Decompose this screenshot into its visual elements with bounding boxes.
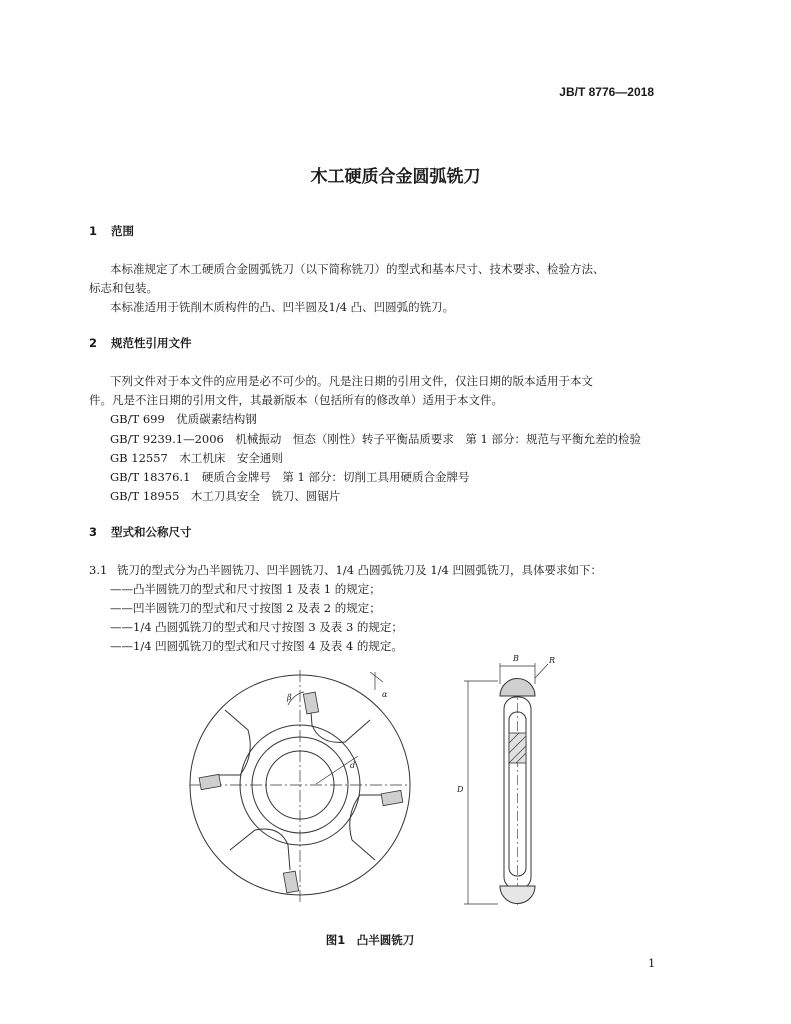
section-3-heading	[89, 524, 192, 540]
carbide-tip-right	[381, 790, 403, 805]
clause-3-1	[89, 561, 602, 580]
section-number: 1	[89, 224, 98, 238]
cutter-front-view-drawing	[185, 660, 430, 915]
beta-label: β	[287, 693, 292, 702]
gullet-top	[310, 700, 370, 742]
outer-diameter-label: D	[457, 785, 464, 794]
section-1-heading	[89, 223, 134, 239]
page-number: 1	[648, 956, 656, 970]
gullet-right	[350, 795, 385, 860]
scope-paragraph-line: 标志和包装。	[89, 281, 158, 295]
gullet-left	[215, 710, 250, 775]
reference-item: GB/T 18376.1 硬质合金牌号 第 1 部分：切削工具用硬质合金牌号	[110, 470, 470, 484]
figure-caption: 图1 凸半圆铣刀	[325, 933, 415, 947]
semicircle-cutting-edge-bottom	[500, 886, 535, 904]
section-title: 型式和公称尺寸	[111, 525, 192, 539]
clause-number: 3.1	[89, 563, 108, 577]
reference-item: GB/T 18955 木工刀具安全 铣刀、圆锯片	[110, 489, 341, 503]
alpha-label: α	[382, 690, 388, 699]
reference-item: GB 12557 木工机床 安全通则	[110, 451, 283, 465]
list-item: ——1/4 凹圆弧铣刀的型式和尺寸按图 4 及表 4 的规定。	[110, 639, 403, 653]
section-2-heading	[89, 335, 192, 351]
carbide-tip-top	[303, 692, 318, 714]
bore-section-hatch	[509, 733, 526, 763]
radius-label: R	[549, 656, 556, 665]
scope-paragraph-line: 本标准规定了木工硬质合金圆弧铣刀（以下简称铣刀）的型式和基本尺寸、技术要求、检验方法、	[110, 262, 605, 276]
reference-item: GB/T 699 优质碳素结构钢	[110, 412, 257, 426]
references-intro-line: 件。凡是不注日期的引用文件，其最新版本（包括所有的修改单）适用于本文件。	[89, 393, 503, 407]
list-item: ——凹半圆铣刀的型式和尺寸按图 2 及表 2 的规定；	[110, 601, 381, 615]
scope-paragraph: 本标准适用于铣削木质构件的凸、凹半圆及1/4 凸、凹圆弧的铣刀。	[110, 300, 455, 314]
list-item: ——凸半圆铣刀的型式和尺寸按图 1 及表 1 的规定；	[110, 582, 381, 596]
section-number: 3	[89, 525, 98, 539]
list-item: ——1/4 凸圆弧铣刀的型式和尺寸按图 3 及表 3 的规定；	[110, 620, 403, 634]
section-title: 规范性引用文件	[111, 336, 192, 350]
section-number: 2	[89, 336, 98, 350]
clause-text: 铣刀的型式分为凸半圆铣刀、凹半圆铣刀、1/4 凸圆弧铣刀及 1/4 凹圆弧铣刀，具体要求如下：	[117, 563, 602, 577]
references-intro-line: 下列文件对于本文件的应用是必不可少的。凡是注日期的引用文件，仅注日期的版本适用于本文	[110, 374, 593, 388]
carbide-tip-left	[199, 774, 221, 789]
cutter-side-view-drawing	[452, 648, 570, 916]
carbide-tip-bottom	[283, 871, 298, 893]
width-label: B	[513, 654, 519, 663]
bore-diameter-label: d	[350, 761, 356, 770]
semicircle-cutting-edge-top	[500, 679, 535, 697]
document-title: 木工硬质合金圆弧铣刀	[310, 167, 481, 187]
reference-item: GB/T 9239.1—2006 机械振动 恒态（刚性）转子平衡品质要求 第 1 部分：规范与平衡允差的检验	[110, 432, 641, 446]
section-title: 范围	[111, 224, 134, 238]
standard-number: JB/T 8776—2018	[559, 85, 654, 99]
gullet-bottom	[230, 829, 290, 870]
